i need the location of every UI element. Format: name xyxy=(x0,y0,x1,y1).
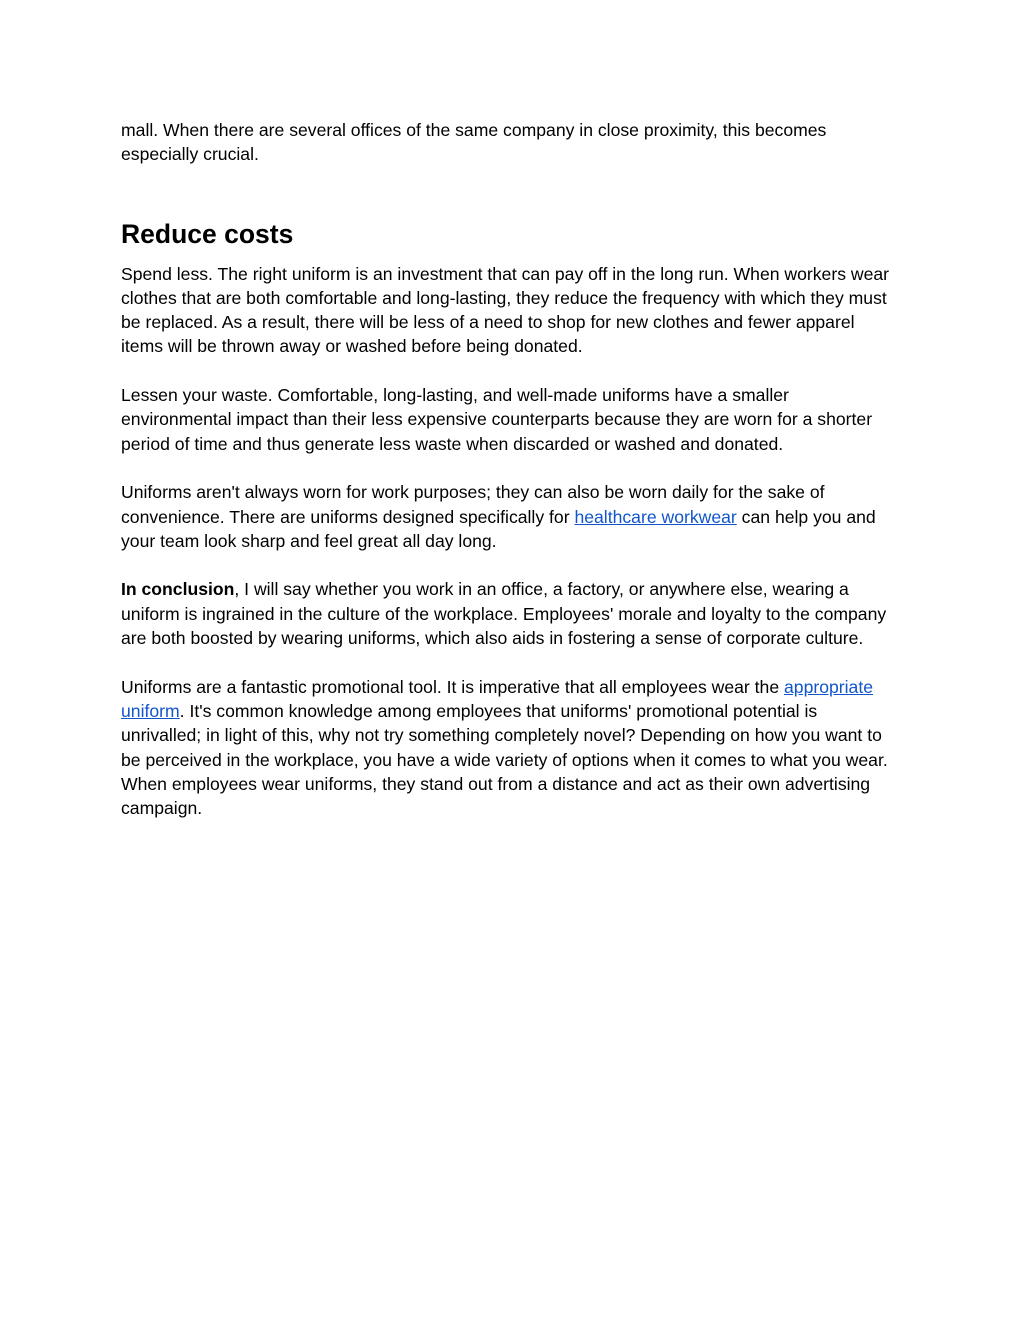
paragraph-text-segment: Uniforms aren't always worn for work purposes; they can also be worn daily for the sake of convenience. There are uniforms designed specifically for xyxy=(121,482,825,527)
paragraph-text-segment: can help you and your team look sharp and feel great all day long. xyxy=(121,506,876,551)
paragraph-conclusion xyxy=(121,577,893,650)
document-page xyxy=(121,118,893,820)
healthcare-workwear-link[interactable]: healthcare workwear xyxy=(574,506,737,527)
paragraph-text-segment: , I will say whether you work in an office, a factory, or anywhere else, wearing a uniform is ingrained in the culture of the workplace. Employees' morale and loyalty to the company are both boosted by wearing uniforms, which also aids in fostering a sense of corporate culture. xyxy=(121,579,887,649)
appropriate-uniform-link[interactable]: appropriate uniform xyxy=(121,676,874,721)
conclusion-bold-lead: In conclusion xyxy=(121,579,235,600)
paragraph-uniforms-daily xyxy=(121,480,893,553)
section-heading-reduce-costs: Reduce costs xyxy=(121,218,294,249)
paragraph-lessen-waste: Lessen your waste. Comfortable, long-lasting, and well-made uniforms have a smaller environmental impact than their less expensive counterparts because they are worn for a shorter period of time and thus generate less waste when discarded or washed and donated. xyxy=(121,385,873,454)
paragraph-text-segment: . It's common knowledge among employees that uniforms' promotional potential is unrivalled; in light of this, why not try something completely novel? Depending on how you want to be perceived in the workplace, you have a wide variety of options when it comes to what you wear. When employees wear uniforms, they stand out from a distance and act as their own advertising campaign. xyxy=(121,700,888,819)
intro-paragraph: mall. When there are several offices of the same company in close proximity, this becomes especially crucial. xyxy=(121,120,827,165)
paragraph-text-segment: Uniforms are a fantastic promotional tool. It is imperative that all employees wear the xyxy=(121,676,784,697)
paragraph-spend-less: Spend less. The right uniform is an investment that can pay off in the long run. When workers wear clothes that are both comfortable and long-lasting, they reduce the frequency with which they must be replaced. As a result, there will be less of a need to shop for new clothes and fewer apparel items will be thrown away or washed before being donated. xyxy=(121,263,890,357)
paragraph-promotional xyxy=(121,675,893,821)
